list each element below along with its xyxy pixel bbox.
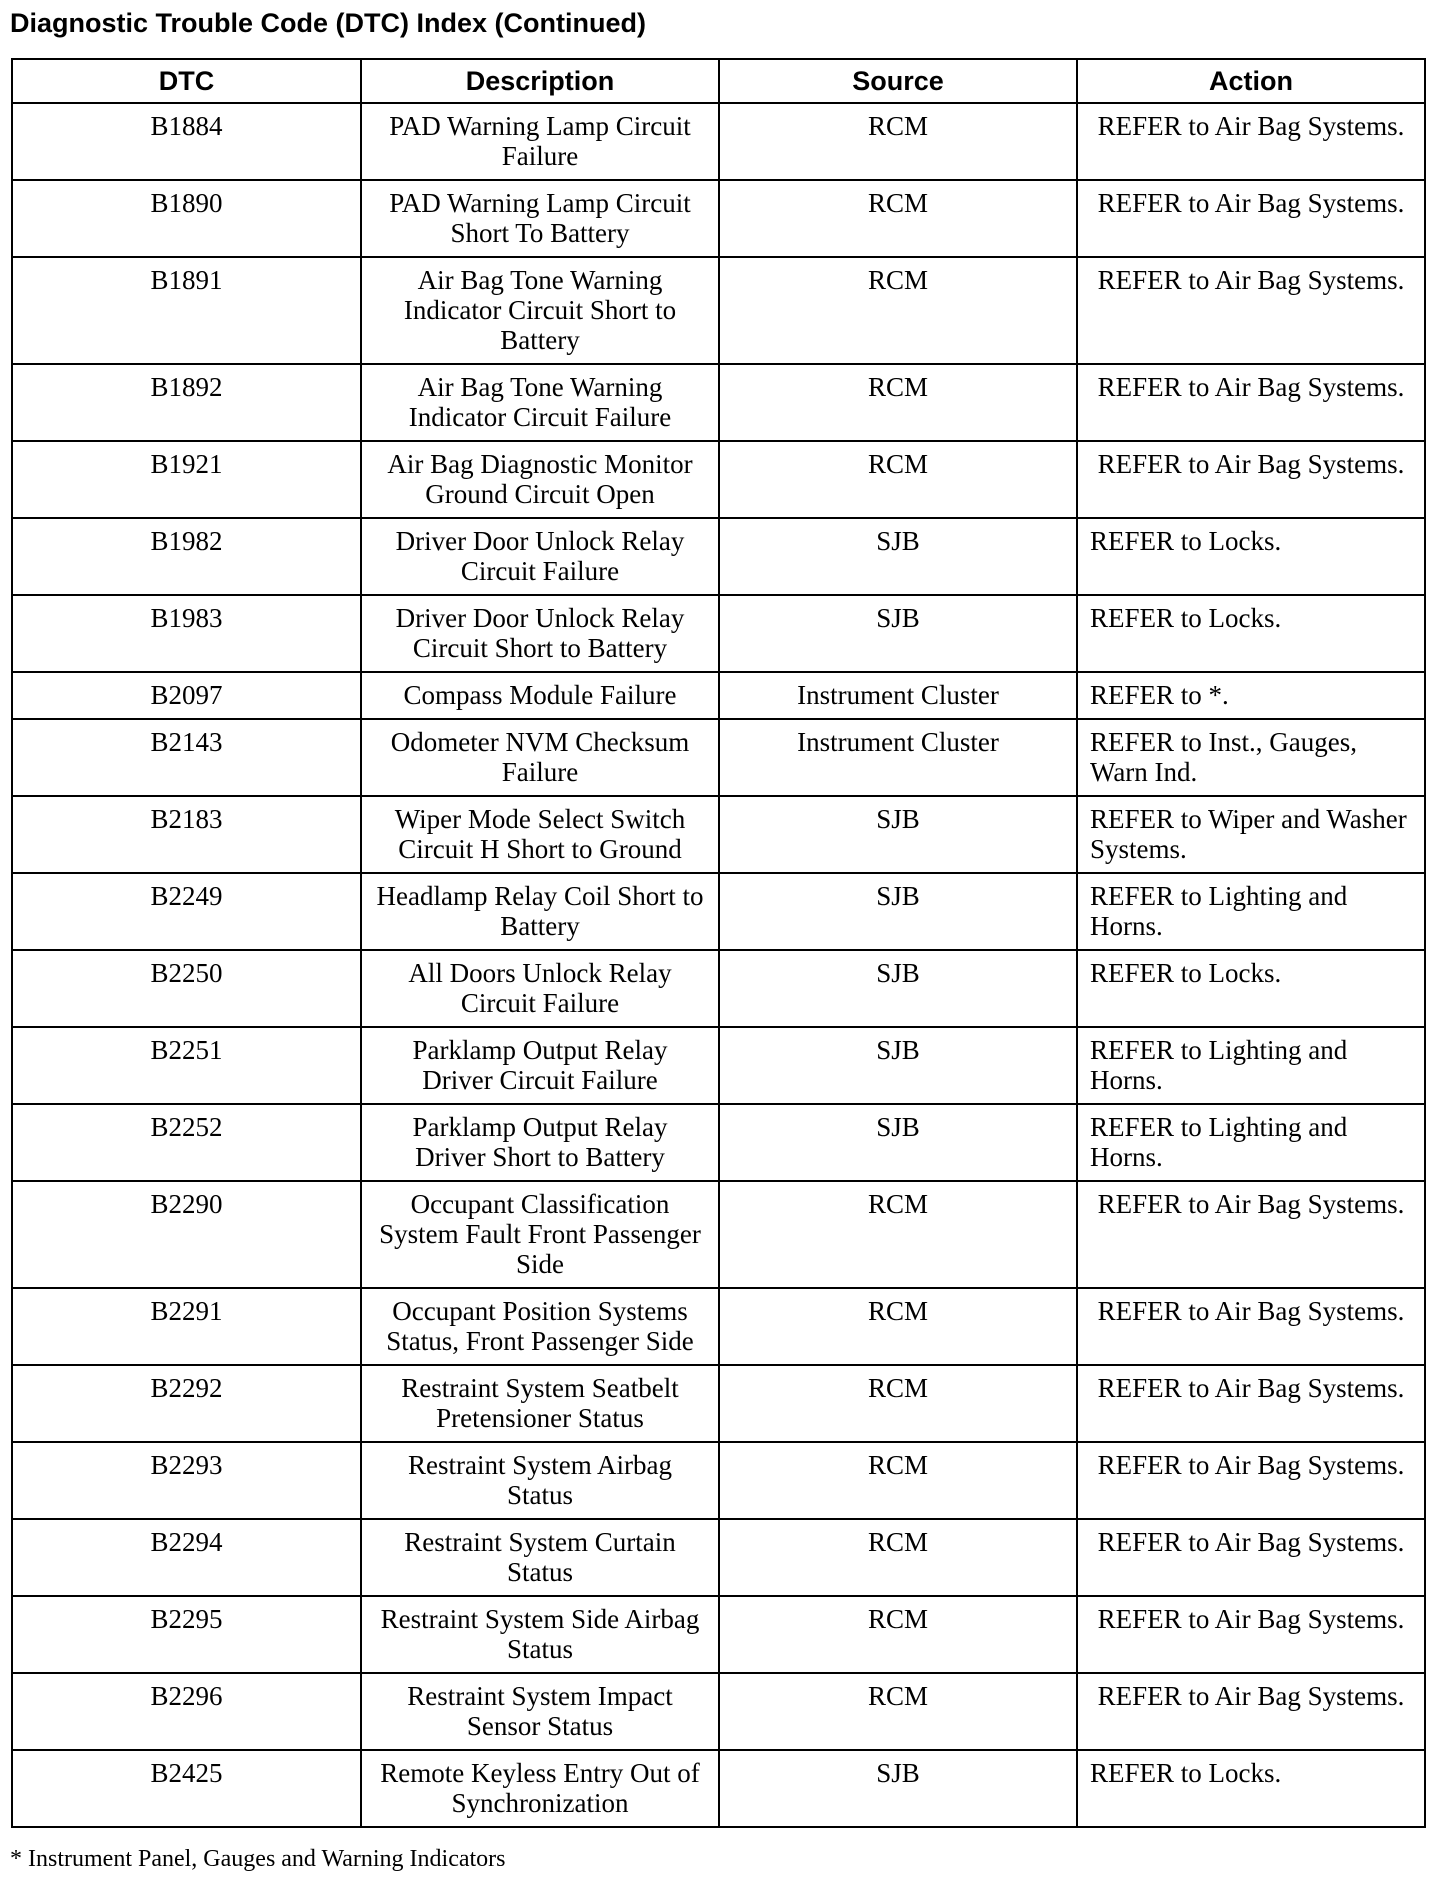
column-header-dtc: DTC	[12, 59, 361, 103]
description-cell: Occupant Position Systems Status, Front Passenger Side	[361, 1288, 719, 1365]
column-header-description: Description	[361, 59, 719, 103]
dtc-code-cell: B2250	[12, 950, 361, 1027]
dtc-code-cell: B2295	[12, 1596, 361, 1673]
action-cell: REFER to Air Bag Systems.	[1077, 1519, 1425, 1596]
description-cell: Occupant Classification System Fault Front Passenger Side	[361, 1181, 719, 1288]
source-cell: RCM	[719, 1365, 1077, 1442]
description-cell: Odometer NVM Checksum Failure	[361, 719, 719, 796]
source-cell: RCM	[719, 441, 1077, 518]
action-cell: REFER to Air Bag Systems.	[1077, 1181, 1425, 1288]
action-cell: REFER to Lighting and Horns.	[1077, 873, 1425, 950]
dtc-code-cell: B2292	[12, 1365, 361, 1442]
table-row	[12, 1288, 1425, 1365]
dtc-code-cell: B1921	[12, 441, 361, 518]
action-cell: REFER to Air Bag Systems.	[1077, 180, 1425, 257]
dtc-code-cell: B1983	[12, 595, 361, 672]
table-row	[12, 873, 1425, 950]
table-row	[12, 1750, 1425, 1827]
action-cell: REFER to Wiper and Washer Systems.	[1077, 796, 1425, 873]
description-cell: Compass Module Failure	[361, 672, 719, 719]
action-cell: REFER to Air Bag Systems.	[1077, 257, 1425, 364]
description-cell: Driver Door Unlock Relay Circuit Failure	[361, 518, 719, 595]
table-row	[12, 796, 1425, 873]
description-cell: Headlamp Relay Coil Short to Battery	[361, 873, 719, 950]
source-cell: SJB	[719, 950, 1077, 1027]
dtc-code-cell: B1890	[12, 180, 361, 257]
table-row	[12, 1673, 1425, 1750]
source-cell: RCM	[719, 1519, 1077, 1596]
dtc-code-cell: B2252	[12, 1104, 361, 1181]
dtc-code-cell: B2251	[12, 1027, 361, 1104]
table-row	[12, 1365, 1425, 1442]
action-cell: REFER to Lighting and Horns.	[1077, 1027, 1425, 1104]
action-cell: REFER to Inst., Gauges, Warn Ind.	[1077, 719, 1425, 796]
action-cell: REFER to Locks.	[1077, 1750, 1425, 1827]
source-cell: RCM	[719, 1596, 1077, 1673]
description-cell: Remote Keyless Entry Out of Synchronization	[361, 1750, 719, 1827]
action-cell: REFER to Air Bag Systems.	[1077, 1365, 1425, 1442]
table-row	[12, 1027, 1425, 1104]
description-cell: All Doors Unlock Relay Circuit Failure	[361, 950, 719, 1027]
table-row	[12, 180, 1425, 257]
dtc-code-cell: B2183	[12, 796, 361, 873]
table-row	[12, 719, 1425, 796]
table-row	[12, 1181, 1425, 1288]
table-header-row	[12, 59, 1425, 103]
table-row	[12, 257, 1425, 364]
description-cell: Driver Door Unlock Relay Circuit Short to Battery	[361, 595, 719, 672]
dtc-code-cell: B1884	[12, 103, 361, 180]
table-row	[12, 364, 1425, 441]
dtc-code-cell: B1982	[12, 518, 361, 595]
action-cell: REFER to Locks.	[1077, 950, 1425, 1027]
action-cell: REFER to Air Bag Systems.	[1077, 103, 1425, 180]
source-cell: SJB	[719, 1104, 1077, 1181]
table-row	[12, 1596, 1425, 1673]
description-cell: Wiper Mode Select Switch Circuit H Short to Ground	[361, 796, 719, 873]
column-header-source: Source	[719, 59, 1077, 103]
source-cell: Instrument Cluster	[719, 672, 1077, 719]
action-cell: REFER to Locks.	[1077, 518, 1425, 595]
dtc-code-cell: B2290	[12, 1181, 361, 1288]
description-cell: Parklamp Output Relay Driver Short to Battery	[361, 1104, 719, 1181]
dtc-code-cell: B1892	[12, 364, 361, 441]
footnote: * Instrument Panel, Gauges and Warning Indicators	[10, 1846, 506, 1872]
dtc-code-cell: B2249	[12, 873, 361, 950]
action-cell: REFER to Air Bag Systems.	[1077, 441, 1425, 518]
description-cell: Restraint System Impact Sensor Status	[361, 1673, 719, 1750]
action-cell: REFER to Air Bag Systems.	[1077, 364, 1425, 441]
table-row	[12, 1104, 1425, 1181]
dtc-code-cell: B2143	[12, 719, 361, 796]
table-row	[12, 1519, 1425, 1596]
action-cell: REFER to Air Bag Systems.	[1077, 1596, 1425, 1673]
source-cell: SJB	[719, 518, 1077, 595]
source-cell: SJB	[719, 595, 1077, 672]
description-cell: Restraint System Seatbelt Pretensioner Status	[361, 1365, 719, 1442]
dtc-code-cell: B2425	[12, 1750, 361, 1827]
table-row	[12, 103, 1425, 180]
source-cell: RCM	[719, 1181, 1077, 1288]
source-cell: RCM	[719, 257, 1077, 364]
table-row	[12, 441, 1425, 518]
description-cell: Air Bag Tone Warning Indicator Circuit Failure	[361, 364, 719, 441]
action-cell: REFER to Air Bag Systems.	[1077, 1673, 1425, 1750]
action-cell: REFER to Locks.	[1077, 595, 1425, 672]
action-cell: REFER to *.	[1077, 672, 1425, 719]
description-cell: Restraint System Airbag Status	[361, 1442, 719, 1519]
source-cell: RCM	[719, 103, 1077, 180]
dtc-code-cell: B2293	[12, 1442, 361, 1519]
action-cell: REFER to Lighting and Horns.	[1077, 1104, 1425, 1181]
description-cell: Air Bag Diagnostic Monitor Ground Circuit Open	[361, 441, 719, 518]
table-row	[12, 1442, 1425, 1519]
table-row	[12, 672, 1425, 719]
description-cell: Restraint System Side Airbag Status	[361, 1596, 719, 1673]
table-row	[12, 950, 1425, 1027]
source-cell: RCM	[719, 1288, 1077, 1365]
source-cell: SJB	[719, 1027, 1077, 1104]
source-cell: RCM	[719, 180, 1077, 257]
dtc-code-cell: B2296	[12, 1673, 361, 1750]
description-cell: Air Bag Tone Warning Indicator Circuit Short to Battery	[361, 257, 719, 364]
page-title: Diagnostic Trouble Code (DTC) Index (Continued)	[10, 8, 646, 38]
dtc-index-table	[11, 58, 1426, 1828]
dtc-code-cell: B1891	[12, 257, 361, 364]
source-cell: SJB	[719, 1750, 1077, 1827]
description-cell: PAD Warning Lamp Circuit Short To Battery	[361, 180, 719, 257]
source-cell: SJB	[719, 796, 1077, 873]
dtc-code-cell: B2097	[12, 672, 361, 719]
description-cell: PAD Warning Lamp Circuit Failure	[361, 103, 719, 180]
source-cell: Instrument Cluster	[719, 719, 1077, 796]
action-cell: REFER to Air Bag Systems.	[1077, 1442, 1425, 1519]
source-cell: RCM	[719, 1442, 1077, 1519]
column-header-action: Action	[1077, 59, 1425, 103]
action-cell: REFER to Air Bag Systems.	[1077, 1288, 1425, 1365]
table-row	[12, 595, 1425, 672]
source-cell: RCM	[719, 1673, 1077, 1750]
dtc-code-cell: B2294	[12, 1519, 361, 1596]
dtc-code-cell: B2291	[12, 1288, 361, 1365]
table-row	[12, 518, 1425, 595]
source-cell: RCM	[719, 364, 1077, 441]
description-cell: Parklamp Output Relay Driver Circuit Failure	[361, 1027, 719, 1104]
description-cell: Restraint System Curtain Status	[361, 1519, 719, 1596]
source-cell: SJB	[719, 873, 1077, 950]
table-body	[12, 103, 1425, 1827]
